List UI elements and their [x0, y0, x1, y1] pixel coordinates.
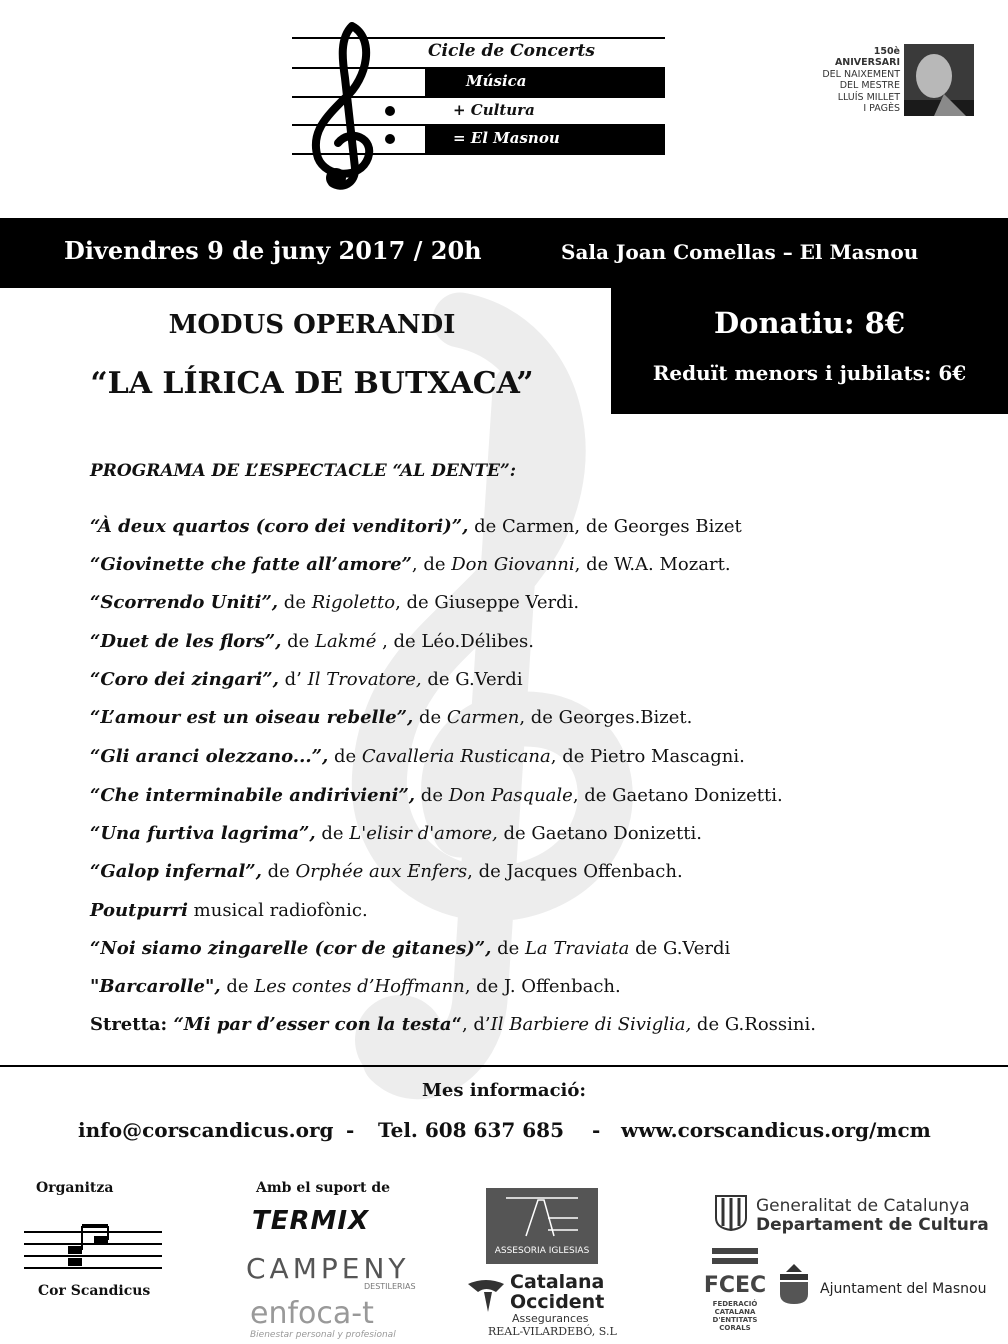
assessoria-logo	[486, 1188, 598, 1264]
program-heading: PROGRAMA DE L’ESPECTACLE “AL DENTE”:	[90, 461, 517, 481]
campeny-logo: CAMPENY	[246, 1252, 410, 1285]
termix-logo: TERMIX	[252, 1206, 370, 1236]
catalana-line: Catalana	[510, 1271, 605, 1293]
program-item: “Noi siamo zingarelle (cor de gitanes)”, de La Traviata de G.Verdi	[90, 938, 731, 959]
event-date: Divendres 9 de juny 2017 / 20h	[64, 236, 482, 265]
separator: -	[346, 1118, 355, 1142]
svg-text:FCEC: FCEC	[703, 1273, 767, 1298]
program-item: “À deux quartos (coro dei venditori)”, de Carmen, de Georges Bizet	[90, 516, 742, 537]
anniversary-logo	[808, 44, 978, 118]
staff-line-3: + Cultura	[453, 101, 535, 119]
program-item-last: Stretta: “Mi par d’esser con la testa“, d’Il Barbiere di Siviglia, de G.Rossini.	[90, 1014, 816, 1035]
vilardebo-text: REAL-VILARDEBÓ, S.L	[488, 1325, 617, 1338]
cor-scandicus-logo	[24, 1222, 162, 1282]
program-item: “Giovinette che fatte all’amore”, de Don Giovanni, de W.A. Mozart.	[90, 554, 731, 575]
enfocat-logo: enfoca-t	[250, 1296, 374, 1331]
staff-line-4: = El Masnou	[453, 129, 560, 147]
generalitat-icon	[714, 1194, 748, 1232]
anniversary-line: 150è	[873, 46, 900, 57]
anniversary-line: DEL MESTRE	[839, 80, 900, 92]
anniversary-line: I PAGÈS	[863, 103, 900, 115]
catalana-occident-icon	[466, 1274, 506, 1314]
generalitat-name: Generalitat de Catalunya	[756, 1196, 970, 1216]
phone: Tel. 608 637 685	[378, 1118, 565, 1142]
event-venue: Sala Joan Comellas – El Masnou	[561, 240, 919, 264]
program-item: Poutpurri musical radiofònic.	[90, 900, 368, 921]
program-item: "Barcarolle", de Les contes d’Hoffmann, de J. Offenbach.	[90, 976, 621, 997]
fcec-logo	[703, 1246, 767, 1300]
group-name: MODUS OPERANDI	[168, 310, 456, 340]
program-item: “Gli aranci olezzano...”, de Cavalleria Rusticana, de Pietro Mascagni.	[90, 746, 745, 767]
program-item: “L’amour est un oiseau rebelle”, de Carmen, de Georges.Bizet.	[90, 707, 693, 728]
separator: -	[592, 1118, 601, 1142]
occident-line: Occident	[510, 1291, 605, 1313]
destilerias-text: DESTILERIAS	[364, 1282, 416, 1291]
support-label: Amb el suport de	[256, 1180, 391, 1196]
program-item: “Galop infernal”, de Orphée aux Enfers, de Jacques Offenbach.	[90, 861, 683, 882]
donation-reduced: Reduït menors i jubilats: 6€	[652, 361, 967, 385]
show-title: “LA LÍRICA DE BUTXACA”	[90, 366, 534, 401]
ajuntament-name: Ajuntament del Masnou	[820, 1281, 987, 1297]
concert-cycle-logo	[290, 18, 670, 198]
anniversary-line: DEL NAIXEMENT	[822, 68, 900, 80]
department-name: Departament de Cultura	[756, 1215, 989, 1235]
divider	[0, 1065, 1008, 1067]
masnou-shield-icon	[776, 1262, 812, 1306]
assegurances-text: Assegurances	[512, 1312, 589, 1325]
staff-line-2: Música	[466, 72, 527, 90]
donation-box	[611, 288, 1008, 414]
catalana-occident-name	[510, 1272, 604, 1312]
cor-scandicus-name: Cor Scandicus	[38, 1283, 151, 1299]
anniversary-line: ANIVERSARI	[834, 57, 900, 69]
website-link[interactable]: www.corscandicus.org/mcm	[621, 1118, 931, 1142]
program-item: “Una furtiva lagrima”, de L'elisir d'amore, de Gaetano Donizetti.	[90, 823, 702, 844]
event-bar	[0, 218, 1008, 288]
portrait-photo	[904, 44, 974, 116]
program-item: “Coro dei zingari”, d’ Il Trovatore, de G.Verdi	[90, 669, 523, 690]
program-item: “Scorrendo Uniti”, de Rigoletto, de Giuseppe Verdi.	[90, 592, 580, 613]
fcec-name: FEDERACIÓ CATALANA D'ENTITATS CORALS	[712, 1300, 758, 1332]
enfocat-subtitle: Bienestar personal y profesional	[250, 1330, 396, 1340]
program-item: “Che interminabile andirivieni”, de Don Pasquale, de Gaetano Donizetti.	[90, 785, 783, 806]
donation-price: Donatiu: 8€	[713, 306, 906, 340]
email-link[interactable]: info@corscandicus.org	[78, 1118, 334, 1142]
anniversary-line: LLUÍS MILLET	[837, 91, 900, 103]
staff-line-1: Cicle de Concerts	[428, 41, 595, 61]
info-heading: Mes informació:	[421, 1080, 587, 1101]
assessoria-name: ASSESORIA IGLESIAS	[494, 1246, 590, 1256]
program-item: “Duet de les flors”, de Lakmé , de Léo.Délibes.	[90, 631, 534, 652]
organitza-label: Organitza	[36, 1180, 114, 1196]
